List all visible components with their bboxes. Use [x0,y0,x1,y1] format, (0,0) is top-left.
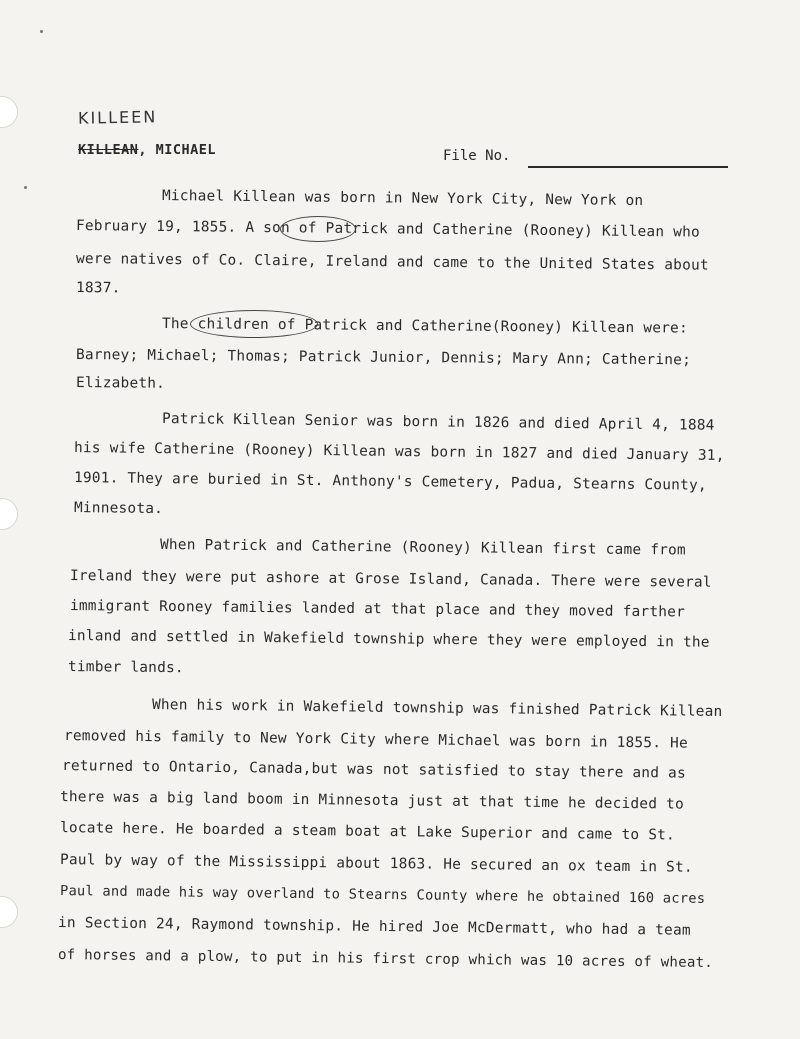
paragraph-2-line-3: Elizabeth. [75,375,166,392]
given-name: , MICHAEL [138,142,217,158]
paragraph-5-line-7: Paul and made his way overland to Stearns County where he obtained 160 acres [59,883,706,907]
punch-hole [0,96,18,128]
paper-speck [40,30,43,33]
file-number-blank [528,166,728,168]
paragraph-5-line-3: returned to Ontario, Canada,but was not satisfied to stay there and as [61,758,687,782]
paragraph-5-line-2: removed his family to New York City where Michael was born in 1855. He [63,728,689,752]
paragraph-3-line-3: 1901. They are buried in St. Anthony's Cemetery, Padua, Stearns County, [73,470,707,494]
paragraph-2-line-2: Barney; Michael; Thomas; Patrick Junior, Dennis; Mary Ann; Catherine; [75,347,692,369]
paragraph-5-line-9: of horses and a plow, to put in his first crop which was 10 acres of wheat. [57,947,714,972]
pen-circle-children-of [190,310,318,338]
paragraph-5-line-8: in Section 24, Raymond township. He hired Joe McDermatt, who had a team [57,915,691,939]
paragraph-4-line-1: When Patrick and Catherine (Rooney) Killean first came from [159,537,686,559]
punch-hole [0,896,18,928]
paragraph-2-line-1: The children of Patrick and Catherine(Rooney) Killean were: [161,316,688,337]
paragraph-4-line-2: Ireland they were put ashore at Grose Island, Canada. There were several [69,568,712,591]
paragraph-1-line-4: 1837. [75,280,121,297]
paragraph-5-line-6: Paul by way of the Mississippi about 1863. He secured an ox team in St. [59,852,693,876]
paragraph-4-line-4: inland and settled in Wakefield township where they were employed in the [67,628,710,651]
paragraph-3-line-4: Minnesota. [73,500,164,518]
paragraph-1-line-3: were natives of Co. Claire, Ireland and came to the United States about [75,251,709,274]
punch-hole [0,498,18,530]
paragraph-5-line-4: there was a big land boom in Minnesota just at that time he decided to [59,789,685,813]
paragraph-1-line-2: February 19, 1855. A son of Patrick and Catherine (Rooney) Killean who [75,218,701,241]
paragraph-3-line-2: his wife Catherine (Rooney) Killean was born in 1827 and died January 31, [73,440,725,464]
subject-name [78,142,216,158]
pen-circle-son-of [280,216,356,242]
handwritten-surname: KILLEEN [77,107,158,128]
struck-surname: KILLEAN [78,142,139,158]
paragraph-1-line-1: Michael Killean was born in New York City, New York on [161,188,644,210]
paragraph-3-line-1: Patrick Killean Senior was born in 1826 and died April 4, 1884 [161,411,715,434]
paragraph-4-line-3: immigrant Rooney families landed at that place and they moved farther [69,598,686,621]
paragraph-5-line-1: When his work in Wakefield township was finished Patrick Killean [151,697,723,720]
paragraph-5-line-5: locate here. He boarded a steam boat at Lake Superior and came to St. [59,820,676,844]
file-number-label: File No. [443,148,511,164]
paper-speck [24,186,27,189]
paragraph-4-line-5: timber lands. [67,659,184,677]
